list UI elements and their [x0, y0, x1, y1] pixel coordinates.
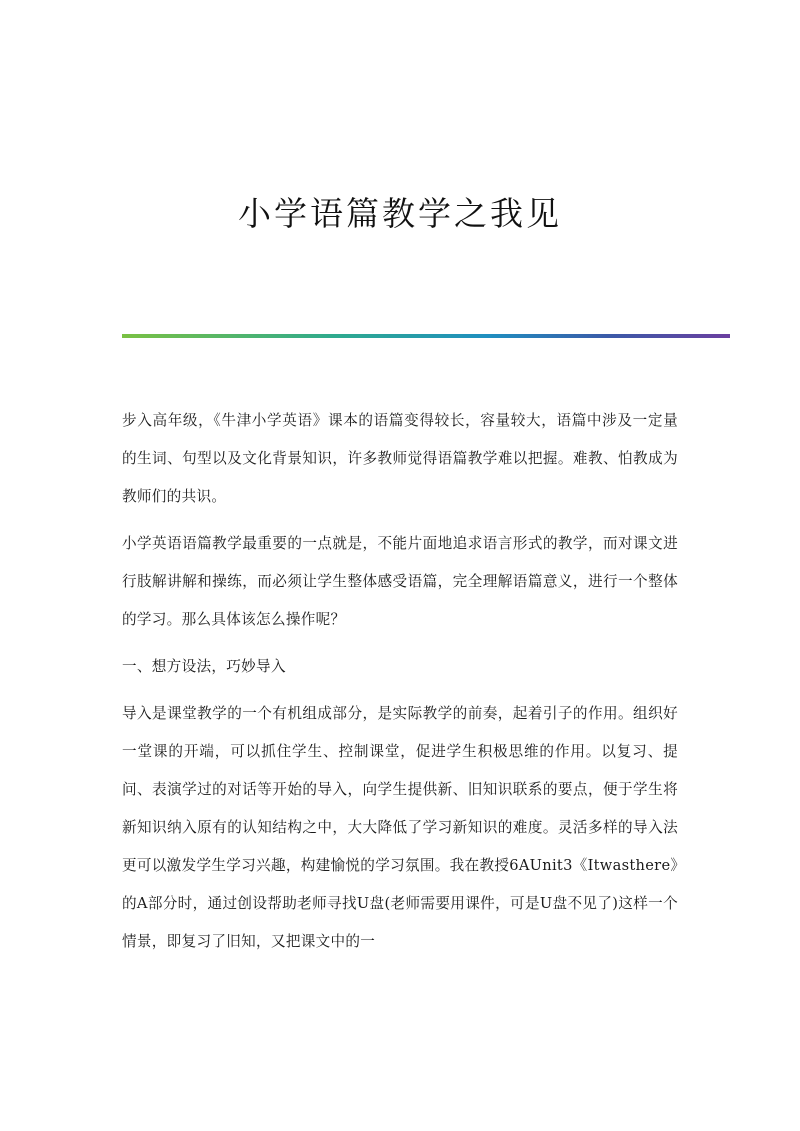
title-divider	[122, 334, 730, 338]
section-heading: 一、想方设法，巧妙导入	[122, 658, 286, 675]
paragraph-key-point: 小学英语语篇教学最重要的一点就是，不能片面地追求语言形式的教学，而对课文进行肢解讲解和操练，而必须让学生整体感受语篇，完全理解语篇意义，进行一个整体的学习。那么具体该怎么操作呢？	[122, 535, 678, 628]
paragraph-introduction-method: 导入是课堂教学的一个有机组成部分，是实际教学的前奏，起着引子的作用。组织好一堂课的开端，可以抓住学生、控制课堂，促进学生积极思维的作用。以复习、提问、表演学过的对话等开始的导入，向学生提供新、旧知识联系的要点，便于学生将新知识纳入原有的认知结构之中，大大降低了学习新知识的难度。灵活多样的导入法更可以激发学生学习兴趣，构建愉悦的学习氛围。我在教授6AUnit3《Itwasthere》的A部分时，通过创设帮助老师寻找U盘(老师需要用课件，可是U盘不见了)这样一个情景，即复习了旧知，又把课文中的一	[122, 705, 678, 950]
paragraph-intro: 步入高年级，《牛津小学英语》课本的语篇变得较长，容量较大，语篇中涉及一定量的生词、句型以及文化背景知识，许多教师觉得语篇教学难以把握。难教、怕教成为教师们的共识。	[122, 412, 678, 505]
document-title: 小学语篇教学之我见	[238, 194, 562, 233]
document-body	[122, 402, 678, 961]
